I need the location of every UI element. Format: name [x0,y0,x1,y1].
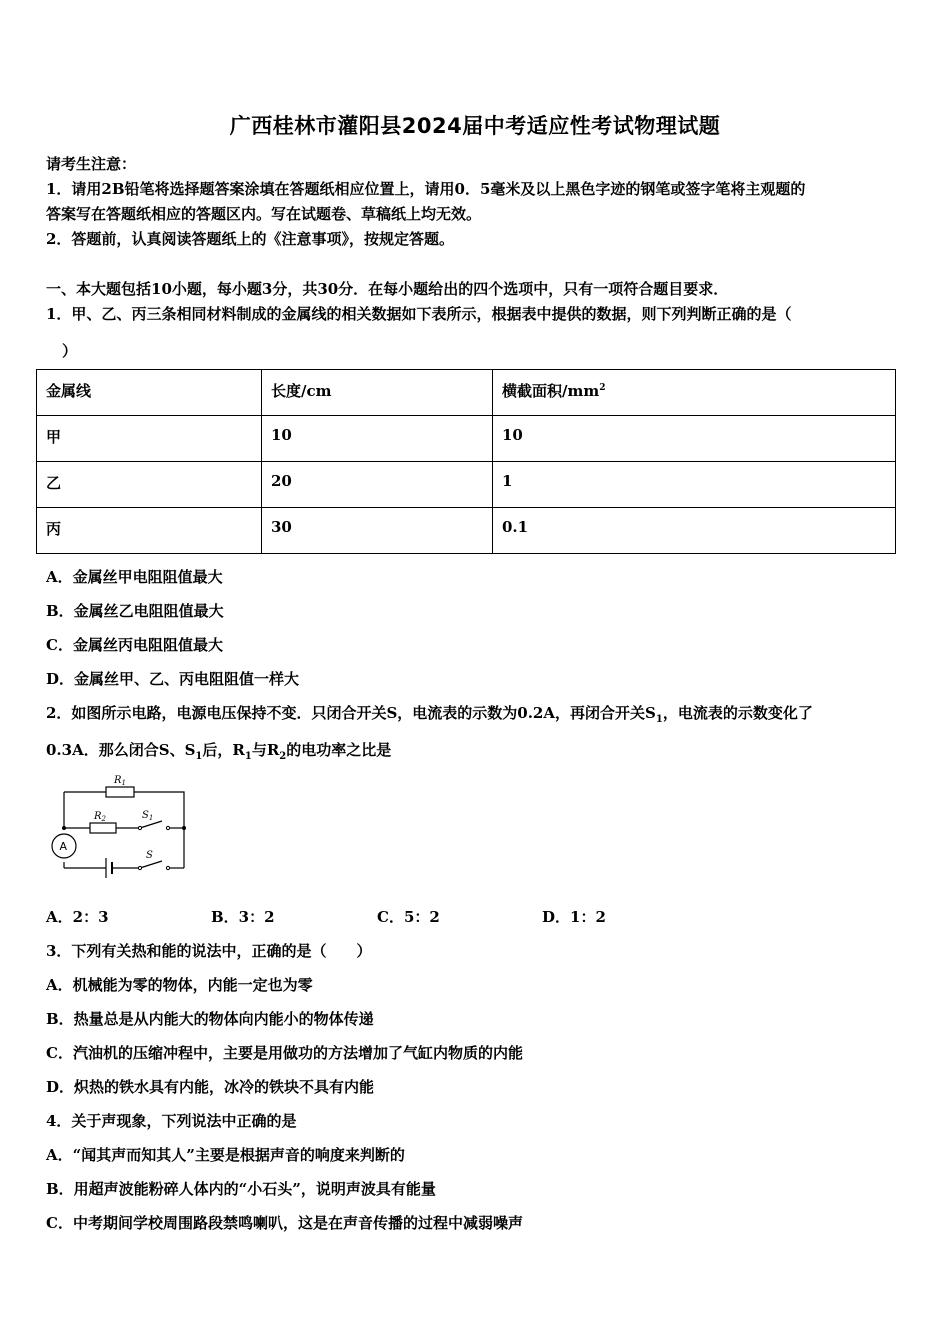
table-cell: 1 [493,462,896,508]
table-header-cell: 长度/cm [262,370,493,416]
q4-option-a: A．“闻其声而知其人”主要是根据声音的响度来判断的 [46,1146,405,1164]
section-1-heading: 一、本大题包括10小题，每小题3分，共30分．在每小题给出的四个选项中，只有一项符合题目要求． [46,280,729,298]
table-cell: 丙 [37,508,262,554]
circuit-diagram [44,770,194,880]
q2-stem-subscript: 1 [195,751,203,762]
page-title: 广西桂林市灌阳县2024届中考适应性考试物理试题 [229,114,721,138]
table-cell: 20 [262,462,493,508]
q2-stem-tail: ，电流表的示数变化了 [662,704,813,722]
table-cell: 乙 [37,462,262,508]
table-cell: 10 [262,416,493,462]
label-s: S [146,850,153,861]
q2-stem-subscript: 1 [244,751,252,762]
switch-s1-blade [140,821,162,828]
notice-line-2: 答案写在答题纸相应的答题区内。写在试题卷、草稿纸上均无效。 [46,205,482,223]
label-s1: $S_1$ [142,810,154,822]
table-cell: 30 [262,508,493,554]
switch-s-contact [138,866,141,869]
notice-heading: 请考生注意： [46,155,137,173]
q2-stem-part: 0.3A．那么闭合S、S [46,741,196,759]
table-header-cell [493,370,896,416]
q2-option-a: A．2：3 [46,908,109,926]
wire-data-table [36,369,896,554]
notice-line-3: 2．答题前，认真阅读答题纸上的《注意事项》，按规定答题。 [46,230,454,248]
q4-stem: 4．关于声现象，下列说法中正确的是 [46,1112,297,1130]
switch-s1-contact [138,826,141,829]
q2-option-c: C．5：2 [377,908,440,926]
table-cell: 0.1 [493,508,896,554]
table-row [37,462,896,508]
q2-option-b: B．3：2 [211,908,275,926]
q4-option-b: B．用超声波能粉碎人体内的“小石头”，说明声波具有能量 [46,1180,436,1198]
junction-dot [62,826,66,830]
switch-s-contact [166,866,169,869]
table-header-row [37,370,896,416]
q2-stem-subscript: 2 [279,751,287,762]
q3-stem: 3．下列有关热和能的说法中，正确的是（ ） [46,942,372,960]
q1-option-b: B．金属丝乙电阻阻值最大 [46,602,224,620]
q1-stem: 1．甲、乙、丙三条相同材料制成的金属线的相关数据如下表所示，根据表中提供的数据，则下列判断正确的是（ [46,305,792,323]
q2-stem-part: 后，R [202,741,245,759]
q1-stem-close: ） [62,342,78,360]
table-cell: 10 [493,416,896,462]
table-cell: 甲 [37,416,262,462]
q1-option-c: C．金属丝丙电阻阻值最大 [46,636,223,654]
q3-option-c: C．汽油机的压缩冲程中，主要是用做功的方法增加了气缸内物质的内能 [46,1044,523,1062]
wire-top-right [134,792,184,868]
q1-option-d: D．金属丝甲、乙、丙电阻阻值一样大 [46,670,300,688]
q2-stem-line-1 [46,702,813,725]
q3-option-a: A．机械能为零的物体，内能一定也为零 [46,976,313,994]
switch-s1-contact [166,826,169,829]
q3-option-b: B．热量总是从内能大的物体向内能小的物体传递 [46,1010,374,1028]
q1-option-a: A．金属丝甲电阻阻值最大 [46,568,223,586]
table-row [37,416,896,462]
q2-option-d: D．1：2 [542,908,606,926]
table-header-cell: 金属线 [37,370,262,416]
label-ammeter: A [59,840,68,853]
q2-stem-subscript: 1 [655,714,663,725]
q2-stem-part: 与R [251,741,280,759]
header-area-superscript: 2 [599,383,606,393]
notice-line-1: 1．请用2B铅笔将选择题答案涂填在答题纸相应位置上，请用0．5毫米及以上黑色字迹的钢笔或签字笔将主观题的 [46,180,806,198]
resistor-r1 [106,787,134,797]
resistor-r2 [90,823,116,833]
header-area-label: 横截面积/mm [502,382,600,400]
junction-dot [182,826,186,830]
q2-stem-line-2 [46,739,391,762]
q2-stem-text: 2．如图所示电路，电源电压保持不变．只闭合开关S，电流表的示数为0.2A，再闭合开关S [46,704,656,722]
q3-option-d: D．炽热的铁水具有内能，冰冷的铁块不具有内能 [46,1078,375,1096]
table-row [37,508,896,554]
switch-s-blade [140,861,162,868]
q4-option-c: C．中考期间学校周围路段禁鸣喇叭，这是在声音传播的过程中减弱噪声 [46,1214,523,1232]
label-r2: $R_2$ [94,811,106,823]
q2-stem-part: 的电功率之比是 [286,741,392,759]
label-r1: $R_1$ [114,775,126,787]
